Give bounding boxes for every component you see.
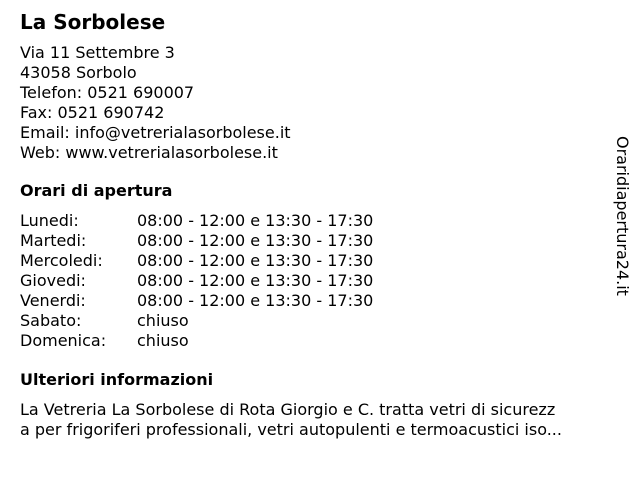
business-card — [20, 9, 610, 440]
day-label: Venerdi: — [20, 291, 86, 310]
opening-hours-heading: Orari di apertura — [20, 181, 173, 200]
hours-row — [20, 271, 610, 291]
day-label: Sabato: — [20, 311, 82, 330]
hours-row — [20, 211, 610, 231]
more-info-heading: Ulteriori informazioni — [20, 370, 214, 389]
hours-value: 08:00 - 12:00 e 13:30 - 17:30 — [137, 251, 374, 270]
day-label: Domenica: — [20, 331, 107, 350]
day-label: Mercoledi: — [20, 251, 103, 270]
city-line: 43058 Sorbolo — [20, 63, 137, 82]
site-watermark: Oraridiapertura24.it — [613, 136, 632, 296]
day-label: Giovedi: — [20, 271, 86, 290]
hours-value: 08:00 - 12:00 e 13:30 - 17:30 — [137, 211, 374, 230]
street-line: Via 11 Settembre 3 — [20, 43, 175, 62]
day-label: Martedi: — [20, 231, 87, 250]
hours-value: chiuso — [137, 311, 189, 330]
hours-value: 08:00 - 12:00 e 13:30 - 17:30 — [137, 271, 374, 290]
business-name: La Sorbolese — [20, 10, 166, 34]
address-block — [20, 43, 610, 163]
description-line: La Vetreria La Sorbolese di Rota Giorgio e C. tratta vetri di sicurezz — [20, 400, 556, 419]
email-line: Email: info@vetrerialasorbolese.it — [20, 123, 291, 142]
description-line: a per frigoriferi professionali, vetri autopulenti e termoacustici iso... — [20, 420, 562, 439]
hours-row — [20, 291, 610, 311]
hours-row — [20, 251, 610, 271]
hours-row — [20, 331, 610, 351]
hours-value: 08:00 - 12:00 e 13:30 - 17:30 — [137, 291, 374, 310]
fax-line: Fax: 0521 690742 — [20, 103, 165, 122]
hours-value: chiuso — [137, 331, 189, 350]
web-line: Web: www.vetrerialasorbolese.it — [20, 143, 278, 162]
description-text — [20, 400, 612, 440]
opening-hours-table — [20, 211, 610, 351]
hours-row — [20, 311, 610, 331]
hours-row — [20, 231, 610, 251]
hours-value: 08:00 - 12:00 e 13:30 - 17:30 — [137, 231, 374, 250]
phone-line: Telefon: 0521 690007 — [20, 83, 195, 102]
day-label: Lunedi: — [20, 211, 79, 230]
